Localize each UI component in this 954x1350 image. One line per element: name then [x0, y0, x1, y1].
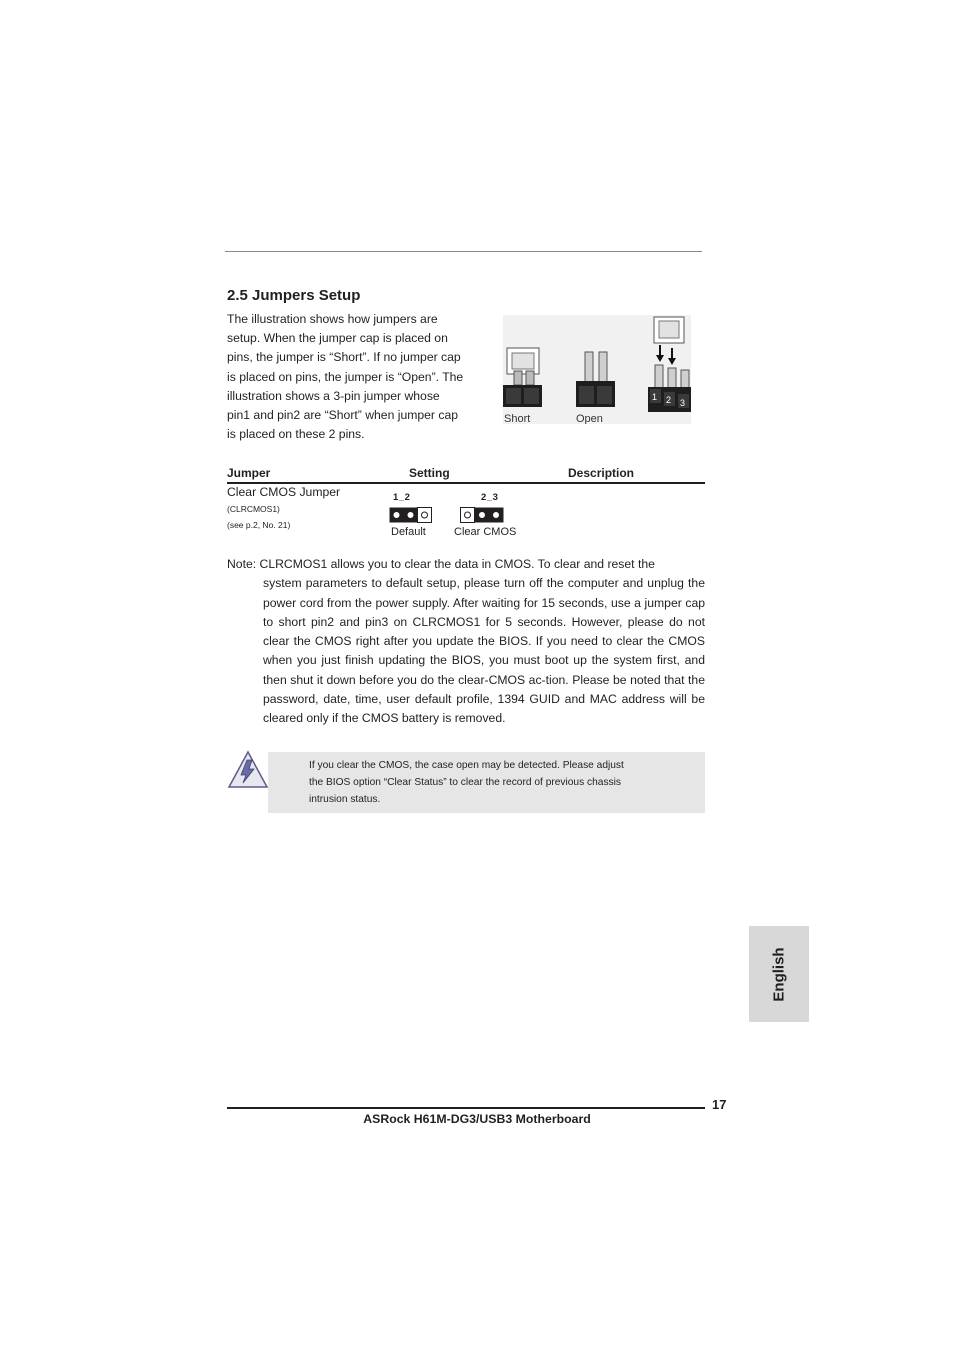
- table-header-setting: Setting: [409, 466, 450, 480]
- default-jumper-graphic: [389, 507, 432, 523]
- warning-text: [309, 757, 689, 808]
- open-jumper-graphic: [576, 352, 615, 407]
- clear-pins-label: 2_3: [481, 492, 499, 503]
- intro-line: The illustration shows how jumpers are: [227, 312, 438, 326]
- jumper-illustration: [503, 315, 691, 424]
- section-title: 2.5 Jumpers Setup: [227, 287, 361, 304]
- footer-product-name: ASRock H61M-DG3/USB3 Motherboard: [363, 1112, 591, 1126]
- language-tab-label: English: [770, 946, 788, 1002]
- intro-line: setup. When the jumper cap is placed on: [227, 331, 448, 346]
- intro-paragraph: [227, 310, 477, 444]
- jumper-illustration-svg: [503, 315, 691, 424]
- default-pins-label: 1_2: [393, 492, 411, 503]
- warning-line: If you clear the CMOS, the case open may be detected. Please adjust: [309, 760, 624, 771]
- note-lead: Note: CLRCMOS1 allows you to clear the data in CMOS. To clear and reset the: [227, 557, 655, 571]
- clear-cmos-caption: Clear CMOS: [454, 526, 517, 538]
- jumper-reference: (see p.2, No. 21): [227, 520, 291, 530]
- note-paragraph: [227, 555, 705, 729]
- intro-line: pins, the jumper is “Short”. If no jumper cap: [227, 350, 461, 365]
- intro-line: is placed on pins, the jumper is “Open”. The: [227, 369, 464, 384]
- footer-rule: [227, 1107, 705, 1109]
- clear-cmos-jumper-graphic: [460, 507, 504, 523]
- pin-number-3: 3: [680, 398, 686, 408]
- intro-line: illustration shows a 3-pin jumper whose: [227, 388, 440, 403]
- short-jumper-graphic: [503, 348, 542, 407]
- jumper-name: Clear CMOS Jumper: [227, 485, 341, 499]
- pin-number-1: 1: [652, 392, 658, 402]
- warning-line: the BIOS option “Clear Status” to clear the record of previous chassis: [309, 777, 621, 788]
- warning-line: intrusion status.: [309, 794, 381, 805]
- language-tab-label-wrap: [749, 926, 809, 1022]
- warning-icon: [227, 749, 269, 791]
- intro-line: is placed on these 2 pins.: [227, 427, 365, 442]
- note-body: system parameters to default setup, please turn off the computer and unplug the power cord from the power supply. After waiting for 15 seconds, use a jumper cap to short pin2 and pin3 on CLRCMOS1 for 5 seconds. However, please do not clear the CMOS right after you update the BIOS. If you need to clear the CMOS when you just finish updating the BIOS, you must boot up the system first, and then shut it down before you do the clear-CMOS ac-tion. Please be noted that the password, date, time, user default profile, 1394 GUID and MAC address will be cleared only if the CMOS battery is removed.: [263, 576, 705, 726]
- page-number: 17: [712, 1097, 727, 1112]
- default-caption: Default: [391, 526, 426, 538]
- open-label: Open: [576, 413, 603, 424]
- jumper-code: (CLRCMOS1): [227, 504, 280, 514]
- header-rule: [225, 251, 702, 252]
- table-header-rule: [227, 482, 705, 484]
- pin-number-2: 2: [666, 395, 672, 405]
- short-label: Short: [504, 413, 531, 424]
- table-header-description: Description: [568, 466, 635, 480]
- table-header-jumper: Jumper: [227, 466, 271, 480]
- intro-line: pin1 and pin2 are “Short” when jumper cap: [227, 408, 459, 423]
